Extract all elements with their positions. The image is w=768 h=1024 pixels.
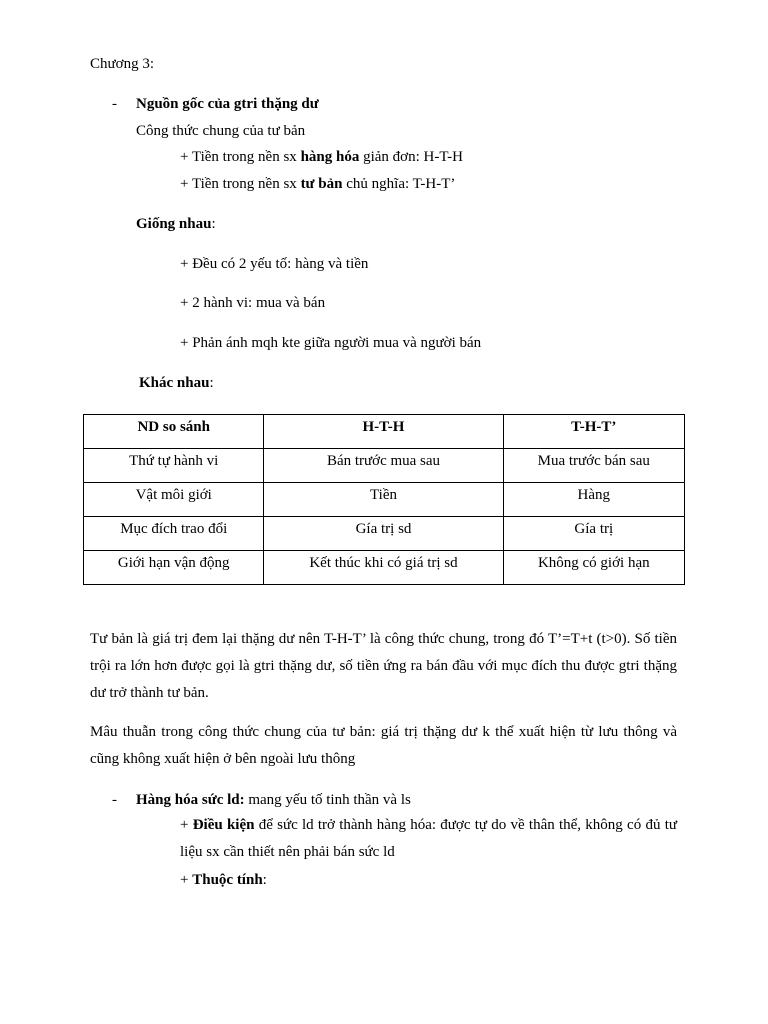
similar-item: + Đều có 2 yếu tố: hàng và tiền	[180, 256, 369, 272]
section-title-labor	[136, 792, 411, 809]
table-cell: Gía trị sd	[264, 517, 503, 551]
condition-paragraph	[180, 812, 677, 866]
labor-title-rest: mang yếu tố tinh thần và ls	[244, 792, 411, 808]
paragraph-contradiction: Mâu thuẫn trong công thức chung của tư bản: giá trị thặng dư k thể xuất hiện từ lưu thông và cũng không xuất hiện ở bên ngoài lưu thông	[90, 724, 677, 767]
formula-line-bold: tư bản	[300, 176, 343, 192]
attribute-colon: :	[262, 872, 267, 888]
table-row	[84, 517, 685, 551]
table-cell: Giới hạn vận động	[84, 551, 264, 585]
different-colon: :	[209, 375, 214, 391]
formula-line-text: giản đơn: H-T-H	[359, 149, 463, 165]
similar-heading	[136, 216, 216, 233]
table-cell: Tiền	[264, 483, 503, 517]
labor-title-bold: Hàng hóa sức ld:	[136, 792, 245, 808]
similar-item: + 2 hành vi: mua và bán	[180, 295, 326, 311]
different-label: Khác nhau	[139, 375, 210, 391]
comparison-table	[83, 414, 685, 585]
table-cell: Bán trước mua sau	[264, 449, 503, 483]
table-header-cell: ND so sánh	[84, 415, 264, 449]
formula-line-text: chủ nghĩa: T-H-T’	[342, 176, 456, 192]
table-cell: Kết thúc khi có giá trị sd	[264, 551, 503, 585]
table-cell: Hàng	[503, 483, 684, 517]
table-header-cell: H-T-H	[264, 415, 503, 449]
formula-line-bold: hàng hóa	[300, 149, 360, 165]
condition-plus: +	[180, 817, 193, 833]
attribute-line	[180, 872, 267, 889]
bullet-dash: -	[112, 792, 117, 808]
similar-colon: :	[211, 216, 216, 232]
table-cell: Không có giới hạn	[503, 551, 684, 585]
attribute-plus: +	[180, 872, 193, 888]
bullet-dash: -	[112, 96, 117, 112]
table-cell: Mua trước bán sau	[503, 449, 684, 483]
section-title-origin: Nguồn gốc của gtri thặng dư	[136, 96, 319, 112]
table-row	[84, 449, 685, 483]
table-cell: Vật môi giới	[84, 483, 264, 517]
formula-line-text: + Tiền trong nền sx	[180, 176, 301, 192]
formula-line-tht	[180, 176, 455, 193]
chapter-heading: Chương 3:	[90, 56, 154, 72]
paragraph-capital: Tư bản là giá trị đem lại thặng dư nên T-H-T’ là công thức chung, trong đó T’=T+t (t>0). Số tiền trội ra lớn hơn được gọi là gtri thặng dư, số tiền ứng ra bán đầu với mục đích thu được gtri thặng dư trở thành tư bản.	[90, 631, 677, 701]
table-row	[84, 483, 685, 517]
different-heading	[139, 375, 214, 392]
similar-label: Giống nhau	[136, 216, 212, 232]
similar-item: + Phản ánh mqh kte giữa người mua và người bán	[180, 335, 482, 351]
table-cell: Thứ tự hành vi	[84, 449, 264, 483]
table-cell: Mục đích trao đổi	[84, 517, 264, 551]
attribute-label: Thuộc tính	[192, 872, 263, 888]
formula-line-text: + Tiền trong nền sx	[180, 149, 301, 165]
table-row	[84, 551, 685, 585]
condition-label: Điều kiện	[192, 817, 255, 833]
table-header-cell: T-H-T’	[503, 415, 684, 449]
formula-heading: Công thức chung của tư bản	[136, 123, 306, 139]
table-cell: Gía trị	[503, 517, 684, 551]
table-header-row	[84, 415, 685, 449]
condition-text: để sức ld trở thành hàng hóa: được tự do về thân thể, không có đủ tư liệu sx cần thiết nên phải bán sức ld	[180, 817, 677, 860]
formula-line-hth	[180, 149, 463, 166]
